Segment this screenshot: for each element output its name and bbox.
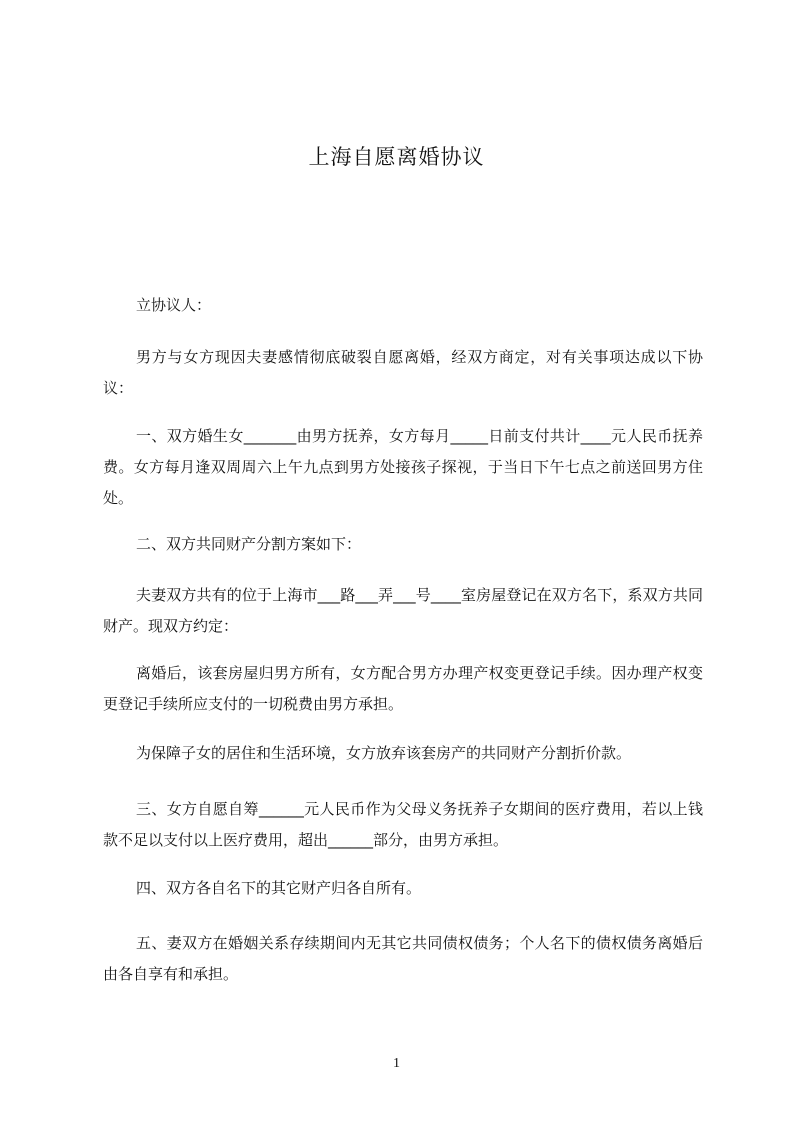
paragraph-property-heading: 二、双方共同财产分割方案如下： [136, 535, 362, 553]
paragraph-preamble: 男方与女方现因夫妻感情彻底破裂自愿离婚，经双方商定，对有关事项达成以下协议： [103, 348, 703, 397]
page-number: 1 [393, 1056, 400, 1071]
paragraph-child-custody: 一、双方婚生女_______由男方抚养，女方每月_____日前支付共计____元人民币抚养费。女方每月逢双周周六上午九点到男方处接孩子探视，于当日下午七点之前送回男方住处。 [103, 427, 703, 507]
paragraph-house-ownership: 离婚后，该套房屋归男方所有，女方配合男方办理产权变更登记手续。因办理产权变更登记手续所应支付的一切税费由男方承担。 [103, 664, 703, 713]
paragraph-debts: 五、妻双方在婚姻关系存续期间内无其它共同债权债务；个人名下的债权债务离婚后由各自享有和承担。 [103, 934, 703, 983]
paragraph-waiver: 为保障子女的居住和生活环境，女方放弃该套房产的共同财产分割折价款。 [136, 744, 632, 762]
paragraph-parties: 立协议人： [136, 296, 212, 314]
document-title: 上海自愿离婚协议 [308, 145, 485, 169]
paragraph-medical-expenses: 三、女方自愿自筹______元人民币作为父母义务抚养子女期间的医疗费用，若以上钱款不足以支付以上医疗费用，超出______部分，由男方承担。 [103, 800, 703, 849]
paragraph-property-house: 夫妻双方共有的位于上海市___路___弄___号____室房屋登记在双方名下，系双方共同财产。现双方约定： [103, 586, 703, 635]
paragraph-other-property: 四、双方各自名下的其它财产归各自所有。 [136, 879, 422, 897]
